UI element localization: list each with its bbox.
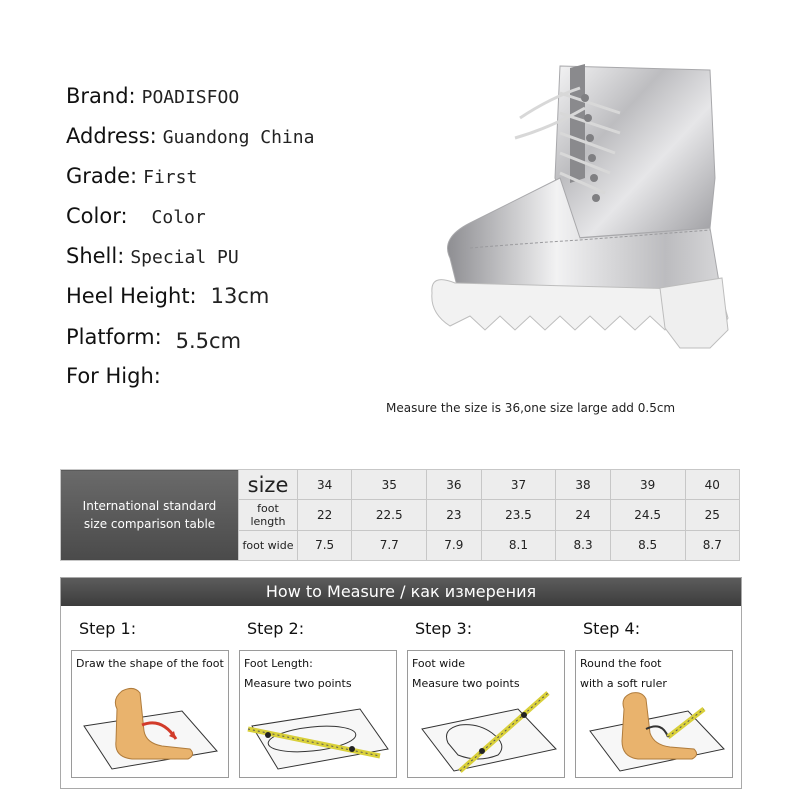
size-table-header-line: International standard — [82, 499, 217, 513]
step-illustration-box — [575, 650, 733, 778]
step-title: Step 4: — [583, 619, 641, 638]
spec-grade — [66, 159, 197, 193]
spec-platform — [66, 320, 241, 354]
foot-length-cell: 22 — [298, 500, 352, 530]
spec-value: 5.5cm — [175, 329, 242, 353]
spec-label: Platform: — [66, 325, 162, 349]
spec-shell — [66, 239, 239, 273]
size-cell: 40 — [685, 470, 739, 500]
spec-value: Special PU — [130, 247, 239, 268]
step-description-line: Foot wide — [412, 657, 466, 670]
foot-wide-cell: 7.9 — [427, 530, 481, 560]
foot-tracing-icon — [72, 651, 228, 777]
step-title: Step 2: — [247, 619, 305, 638]
size-cell: 34 — [298, 470, 352, 500]
step-3 — [403, 619, 568, 784]
size-cell: 37 — [481, 470, 556, 500]
foot-wide-cell: 8.3 — [556, 530, 610, 560]
size-row-label: size — [239, 470, 298, 500]
step-illustration-box — [239, 650, 397, 778]
step-description-line: Foot Length: — [244, 657, 313, 670]
size-measure-note: Measure the size is 36,one size large add 0.5cm — [386, 401, 676, 415]
spec-label: Brand: — [66, 84, 136, 108]
step-illustration-box — [71, 650, 229, 778]
foot-length-cell: 23 — [427, 500, 481, 530]
foot-wide-cell: 8.7 — [685, 530, 739, 560]
size-cell: 35 — [352, 470, 427, 500]
foot-wide-row-label: foot wide — [239, 530, 298, 560]
spec-value: Guandong China — [162, 127, 315, 148]
spec-label: For High: — [66, 364, 161, 388]
spec-value: 13cm — [210, 284, 270, 308]
step-2 — [235, 619, 400, 784]
step-description-line: Measure two points — [412, 677, 520, 690]
step-description-line: Measure two points — [244, 677, 352, 690]
foot-length-cell: 24.5 — [610, 500, 685, 530]
spec-color — [66, 199, 206, 233]
table-row — [61, 470, 740, 500]
foot-length-ruler-icon — [240, 651, 396, 777]
spec-value: Color — [151, 207, 206, 228]
size-cell: 38 — [556, 470, 610, 500]
size-table-header — [61, 470, 239, 561]
step-description-line: with a soft ruler — [580, 677, 667, 690]
spec-value: POADISFOO — [141, 87, 240, 108]
step-1 — [67, 619, 232, 784]
foot-wide-cell: 8.5 — [610, 530, 685, 560]
how-to-measure-panel — [60, 577, 742, 789]
silver-platform-boot-image — [410, 58, 740, 378]
foot-circumference-ruler-icon — [576, 651, 732, 777]
spec-label: Address: — [66, 124, 157, 148]
spec-label: Shell: — [66, 244, 125, 268]
foot-length-row-label: foot length — [239, 500, 298, 530]
step-4 — [571, 619, 736, 784]
step-title: Step 1: — [79, 619, 137, 638]
foot-length-cell: 22.5 — [352, 500, 427, 530]
spec-value: First — [143, 167, 198, 188]
step-description-line: Draw the shape of the foot — [76, 657, 224, 670]
step-illustration-box — [407, 650, 565, 778]
foot-length-cell: 25 — [685, 500, 739, 530]
size-table-header-line: size comparison table — [83, 517, 216, 531]
spec-brand — [66, 79, 239, 113]
foot-width-ruler-icon — [408, 651, 564, 777]
spec-label: Grade: — [66, 164, 138, 188]
spec-label: Color: — [66, 204, 128, 228]
step-description-line: Round the foot — [580, 657, 662, 670]
foot-length-cell: 24 — [556, 500, 610, 530]
spec-address — [66, 119, 314, 153]
foot-length-cell: 23.5 — [481, 500, 556, 530]
step-title: Step 3: — [415, 619, 473, 638]
foot-wide-cell: 7.7 — [352, 530, 427, 560]
size-comparison-table — [60, 469, 740, 561]
size-cell: 36 — [427, 470, 481, 500]
foot-wide-cell: 7.5 — [298, 530, 352, 560]
spec-for-high — [66, 359, 167, 393]
foot-wide-cell: 8.1 — [481, 530, 556, 560]
size-cell: 39 — [610, 470, 685, 500]
spec-label: Heel Height: — [66, 284, 197, 308]
spec-heel-height — [66, 279, 269, 313]
how-to-measure-title: How to Measure / как измерения — [61, 578, 741, 606]
